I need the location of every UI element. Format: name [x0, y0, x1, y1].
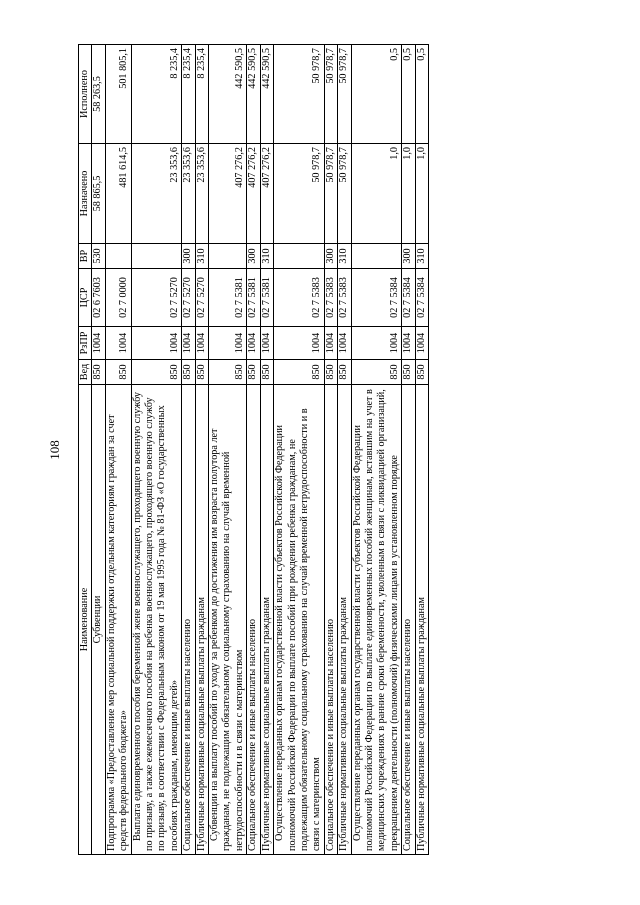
budget-table: [78, 44, 429, 855]
cell-csr: 02 7 5270: [182, 269, 195, 327]
cell-rzpr: 1004: [105, 327, 131, 360]
cell-rzpr: 1004: [351, 327, 402, 360]
cell-rzpr: 1004: [402, 327, 415, 360]
cell-name: Субвенции на выплату пособий по уходу за ребенком до достижения им возраста полутора лет гражданам, не подлежащим обязательному социальному страхованию на случай временной нетрудоспособности и в связи с материнством: [209, 385, 247, 855]
cell-csr: 02 7 5270: [195, 269, 208, 327]
cell-name: Социальное обеспечение и иные выплаты населению: [402, 385, 415, 855]
cell-rzpr: 1004: [247, 327, 260, 360]
cell-done: 58 263,5: [92, 45, 105, 144]
cell-vr: 300: [402, 244, 415, 269]
cell-ved: 850: [195, 360, 208, 385]
cell-assigned: 23 353,6: [195, 144, 208, 244]
table-row: [402, 45, 415, 855]
cell-rzpr: 1004: [195, 327, 208, 360]
cell-csr: 02 7 5381: [260, 269, 273, 327]
cell-csr: 02 7 5270: [131, 269, 182, 327]
cell-done: 50 978,7: [338, 45, 351, 144]
cell-rzpr: 1004: [338, 327, 351, 360]
page-number: 108: [47, 440, 62, 460]
cell-done: 0,5: [351, 45, 402, 144]
cell-assigned: 50 978,7: [324, 144, 337, 244]
cell-csr: 02 7 5383: [338, 269, 351, 327]
cell-csr: 02 6 7603: [92, 269, 105, 327]
cell-csr: 02 7 5384: [415, 269, 428, 327]
cell-rzpr: 1004: [324, 327, 337, 360]
header-name: Наименование: [79, 385, 92, 855]
cell-vr: 310: [415, 244, 428, 269]
cell-name: Публичные нормативные социальные выплаты гражданам: [338, 385, 351, 855]
cell-ved: 850: [131, 360, 182, 385]
table-header-row: [79, 45, 92, 855]
cell-ved: 850: [338, 360, 351, 385]
cell-ved: 850: [324, 360, 337, 385]
header-csr: ЦСР: [79, 269, 92, 327]
cell-vr: 300: [182, 244, 195, 269]
cell-vr: 310: [260, 244, 273, 269]
table-row: [105, 45, 131, 855]
table-row: [260, 45, 273, 855]
cell-name: Осуществление переданных органам государственной власти субъектов Российской Федерации полномочий Российской Федерации по выплате пособий при рождении ребенка гражданам, не подлежащим обязательному социальному страхованию на случай временной нетрудоспособности и в связи с материнством: [274, 385, 325, 855]
table-row: [209, 45, 247, 855]
table-row: [92, 45, 105, 855]
cell-ved: 850: [92, 360, 105, 385]
cell-csr: 02 7 5381: [247, 269, 260, 327]
cell-vr: 300: [247, 244, 260, 269]
cell-csr: 02 7 5383: [274, 269, 325, 327]
cell-rzpr: 1004: [415, 327, 428, 360]
cell-vr: 310: [338, 244, 351, 269]
cell-ved: 850: [209, 360, 247, 385]
cell-vr: [105, 244, 131, 269]
cell-done: 0,5: [415, 45, 428, 144]
cell-name: Подпрограмма «Предоставление мер социальной поддержки отдельным категориям граждан за счет средств федерального бюджета»: [105, 385, 131, 855]
cell-assigned: 407 276,2: [209, 144, 247, 244]
cell-ved: 850: [274, 360, 325, 385]
cell-name: Социальное обеспечение и иные выплаты населению: [182, 385, 195, 855]
cell-ved: 850: [415, 360, 428, 385]
cell-rzpr: 1004: [131, 327, 182, 360]
cell-vr: 310: [195, 244, 208, 269]
cell-ved: 850: [105, 360, 131, 385]
cell-done: 442 590,5: [260, 45, 273, 144]
cell-done: 50 978,7: [324, 45, 337, 144]
cell-ved: 850: [402, 360, 415, 385]
cell-done: 501 805,1: [105, 45, 131, 144]
cell-done: 0,5: [402, 45, 415, 144]
cell-assigned: 407 276,2: [260, 144, 273, 244]
cell-vr: [209, 244, 247, 269]
table-row: [324, 45, 337, 855]
cell-name: Социальное обеспечение и иные выплаты населению: [247, 385, 260, 855]
table-row: [195, 45, 208, 855]
cell-ved: 850: [351, 360, 402, 385]
cell-rzpr: 1004: [182, 327, 195, 360]
cell-vr: 300: [324, 244, 337, 269]
table-row: [247, 45, 260, 855]
cell-assigned: 23 353,6: [131, 144, 182, 244]
header-done: Исполнено: [79, 45, 92, 144]
cell-name: Выплата единовременного пособия беременной жене военнослужащего, проходящего военную службу по призыву, а также ежемесячного пособия на ребенка военнослужащего, проходящего военную службу по призыву, в соответствии с Федеральным законом от 19 мая 1995 года № 81-ФЗ «О государственных пособиях гражданам, имеющим детей»: [131, 385, 182, 855]
cell-csr: 02 7 0000: [105, 269, 131, 327]
header-assigned: Назначено: [79, 144, 92, 244]
cell-vr: [131, 244, 182, 269]
cell-ved: 850: [260, 360, 273, 385]
cell-name: Публичные нормативные социальные выплаты гражданам: [260, 385, 273, 855]
cell-done: 442 590,5: [209, 45, 247, 144]
cell-assigned: 1,0: [351, 144, 402, 244]
cell-name: Публичные нормативные социальные выплаты гражданам: [195, 385, 208, 855]
header-rzpr: РзПР: [79, 327, 92, 360]
cell-assigned: 1,0: [402, 144, 415, 244]
rotated-page: [45, 45, 595, 855]
cell-assigned: 58 865,5: [92, 144, 105, 244]
table-row: [415, 45, 428, 855]
cell-csr: 02 7 5384: [351, 269, 402, 327]
cell-assigned: 50 978,7: [274, 144, 325, 244]
header-ved: Вед: [79, 360, 92, 385]
cell-done: 50 978,7: [274, 45, 325, 144]
cell-assigned: 1,0: [415, 144, 428, 244]
cell-done: 8 235,4: [131, 45, 182, 144]
cell-assigned: 407 276,2: [247, 144, 260, 244]
table-row: [351, 45, 402, 855]
cell-name: Субвенции: [92, 385, 105, 855]
table-row: [274, 45, 325, 855]
cell-ved: 850: [182, 360, 195, 385]
cell-csr: 02 7 5384: [402, 269, 415, 327]
cell-assigned: 23 353,6: [182, 144, 195, 244]
cell-ved: 850: [247, 360, 260, 385]
cell-csr: 02 7 5383: [324, 269, 337, 327]
table-row: [182, 45, 195, 855]
cell-vr: [274, 244, 325, 269]
cell-vr: [351, 244, 402, 269]
cell-rzpr: 1004: [260, 327, 273, 360]
cell-done: 8 235,4: [195, 45, 208, 144]
cell-name: Осуществление переданных органам государственной власти субъектов Российской Федерации полномочий Российской Федерации по выплате единовременных пособий женщинам, вставшим на учет в медицинских учреждениях в ранние сроки беременности, уволенным в связи с ликвидацией организаций, прекращением деятельности (полномочий) физическими лицами в установленном порядке: [351, 385, 402, 855]
cell-vr: 530: [92, 244, 105, 269]
cell-name: Публичные нормативные социальные выплаты гражданам: [415, 385, 428, 855]
cell-rzpr: 1004: [92, 327, 105, 360]
cell-rzpr: 1004: [274, 327, 325, 360]
cell-done: 442 590,5: [247, 45, 260, 144]
table-row: [338, 45, 351, 855]
cell-name: Социальное обеспечение и иные выплаты населению: [324, 385, 337, 855]
cell-done: 8 235,4: [182, 45, 195, 144]
cell-rzpr: 1004: [209, 327, 247, 360]
table-row: [131, 45, 182, 855]
cell-assigned: 50 978,7: [338, 144, 351, 244]
header-vr: ВР: [79, 244, 92, 269]
cell-assigned: 481 614,5: [105, 144, 131, 244]
cell-csr: 02 7 5381: [209, 269, 247, 327]
